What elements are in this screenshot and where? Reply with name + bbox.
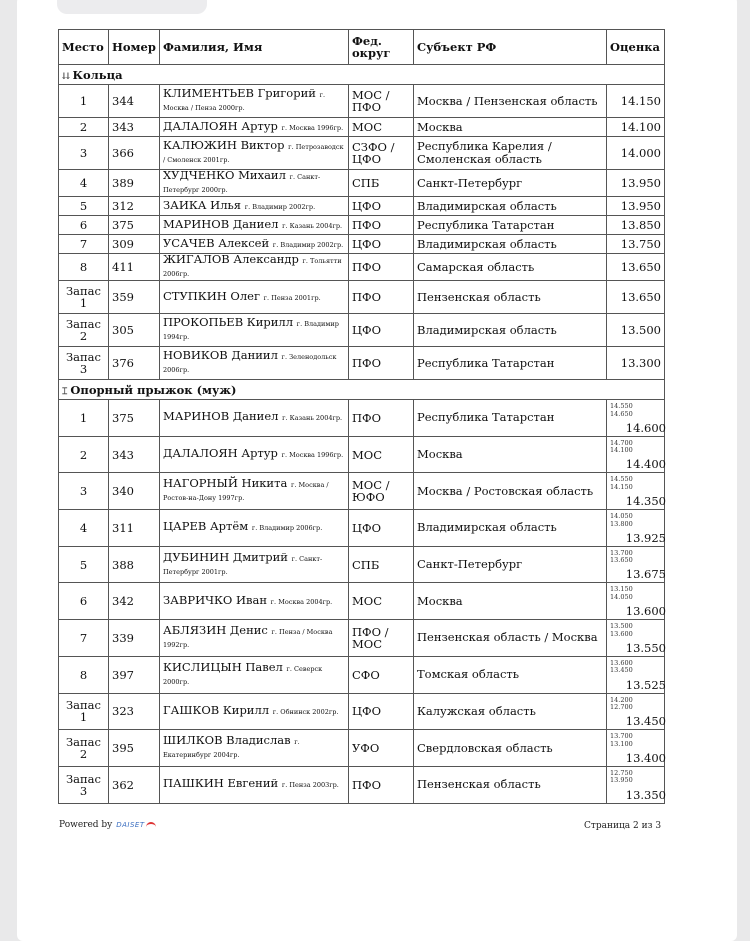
athlete-info: г. Пенза 2003гр. [281, 781, 339, 790]
athlete-name: КИСЛИЦЫН Павел [163, 659, 283, 674]
place-cell: Запас 3 [59, 766, 109, 803]
district-cell: ЦФО [349, 510, 414, 547]
subject-cell: Москва / Ростовская область [414, 473, 607, 510]
place-cell: 2 [59, 118, 109, 137]
place-cell: 8 [59, 254, 109, 281]
section-row [59, 380, 665, 400]
athlete-name: ДУБИНИН Дмитрий [163, 549, 288, 564]
score-cell [607, 730, 665, 767]
score-cell: 13.650 [607, 254, 665, 281]
subject-cell: Владимирская область [414, 314, 607, 347]
subject-cell: Республика Татарстан [414, 347, 607, 380]
attempt-1-score: 14.700 [610, 438, 633, 447]
table-row [59, 254, 665, 281]
tab-strip [57, 0, 207, 14]
district-cell: СПБ [349, 170, 414, 197]
attempt-scores [610, 660, 633, 675]
athlete-name: ЖИГАЛОВ Александр [163, 252, 299, 266]
number-cell: 312 [109, 197, 160, 216]
place-cell: 7 [59, 620, 109, 657]
attempt-1-score: 13.150 [610, 585, 633, 594]
place-cell: 8 [59, 656, 109, 693]
name-cell [160, 656, 349, 693]
attempt-1-score: 14.550 [610, 402, 633, 410]
athlete-name: ГАШКОВ Кирилл [163, 702, 270, 717]
place-cell: 1 [59, 85, 109, 118]
table-row [59, 436, 665, 473]
place-cell: Запас 2 [59, 730, 109, 767]
table-row [59, 693, 665, 730]
athlete-info: г. Тольятти 2006гр. [163, 257, 342, 278]
athlete-name: СТУПКИН Олег [163, 288, 260, 303]
athlete-name: УСАЧЕВ Алексей [163, 235, 270, 250]
number-cell: 375 [109, 216, 160, 235]
athlete-info: г. Пенза / Москва 1992гр. [163, 627, 333, 649]
athlete-name: КЛИМЕНТЬЕВ Григорий [163, 86, 316, 100]
table-row [59, 216, 665, 235]
attempt-scores [610, 550, 633, 565]
score-cell [607, 436, 665, 473]
section-title-text: Опорный прыжок (муж) [70, 382, 237, 397]
district-cell: МОС / ПФО [349, 85, 414, 118]
table-row [59, 314, 665, 347]
number-cell: 323 [109, 693, 160, 730]
number-cell: 366 [109, 137, 160, 170]
table-row [59, 583, 665, 620]
powered-by [59, 820, 156, 830]
name-cell [160, 693, 349, 730]
attempt-scores [610, 586, 633, 601]
attempt-2-score: 13.650 [610, 556, 633, 565]
athlete-name: КАЛЮЖИН Виктор [163, 138, 285, 152]
name-cell [160, 546, 349, 583]
name-cell [160, 118, 349, 137]
athlete-name: НОВИКОВ Даниил [163, 348, 278, 362]
score-cell [607, 583, 665, 620]
subject-cell: Томская область [414, 656, 607, 693]
athlete-info: г. Санкт-Петербург 2001гр. [163, 554, 323, 576]
attempt-2-score: 13.600 [610, 629, 633, 638]
place-cell: 3 [59, 137, 109, 170]
athlete-info: г. Обнинск 2002гр. [272, 707, 339, 716]
number-cell: 311 [109, 510, 160, 547]
athlete-info: г. Казань 2004гр. [282, 221, 343, 230]
vault-icon: ⌶ [62, 386, 68, 397]
athlete-info: г. Екатеринбург 2004гр. [163, 738, 300, 760]
final-score: 13.550 [625, 640, 666, 655]
number-cell: 376 [109, 347, 160, 380]
number-cell: 339 [109, 620, 160, 657]
attempt-2-score: 14.050 [610, 592, 633, 601]
athlete-name: ЦАРЕВ Артём [163, 519, 249, 534]
district-cell: ЦФО [349, 693, 414, 730]
athlete-name: ХУДЧЕНКО Михаил [163, 168, 286, 182]
district-cell: ЦФО [349, 235, 414, 254]
subject-cell: Калужская область [414, 693, 607, 730]
athlete-info: г. Казань 2004гр. [282, 414, 343, 423]
subject-cell: Владимирская область [414, 235, 607, 254]
place-cell: Запас 1 [59, 693, 109, 730]
attempt-scores [610, 440, 633, 455]
number-cell: 342 [109, 583, 160, 620]
athlete-name: ЗАИКА Илья [163, 197, 242, 212]
subject-cell: Москва [414, 118, 607, 137]
name-cell [160, 137, 349, 170]
district-cell: ЦФО [349, 197, 414, 216]
number-cell: 343 [109, 118, 160, 137]
athlete-info: г. Москва 1996гр. [281, 123, 344, 132]
page-number: Страница 2 из 3 [584, 821, 662, 831]
table-row [59, 137, 665, 170]
attempt-2-score: 13.100 [610, 739, 633, 748]
score-cell: 14.000 [607, 137, 665, 170]
number-cell: 395 [109, 730, 160, 767]
name-cell [160, 347, 349, 380]
district-cell: МОС / ЮФО [349, 473, 414, 510]
score-cell: 14.100 [607, 118, 665, 137]
district-cell: МОС [349, 583, 414, 620]
final-score: 14.350 [625, 494, 666, 509]
header-score: Оценка [607, 30, 665, 65]
table-row [59, 235, 665, 254]
district-cell: ПФО [349, 766, 414, 803]
name-cell [160, 314, 349, 347]
number-cell: 389 [109, 170, 160, 197]
score-cell: 13.850 [607, 216, 665, 235]
number-cell: 305 [109, 314, 160, 347]
athlete-name: АБЛЯЗИН Денис [163, 622, 268, 637]
athlete-info: г. Москва / Пенза 2000гр. [163, 91, 326, 112]
header-name: Фамилия, Имя [160, 30, 349, 65]
subject-cell: Республика Татарстан [414, 216, 607, 235]
table-row [59, 170, 665, 197]
place-cell: 7 [59, 235, 109, 254]
score-cell [607, 510, 665, 547]
final-score: 13.450 [625, 714, 666, 729]
attempt-scores [610, 733, 633, 748]
number-cell: 359 [109, 281, 160, 314]
district-cell: УФО [349, 730, 414, 767]
final-score: 13.925 [625, 530, 666, 545]
athlete-name: МАРИНОВ Даниел [163, 409, 279, 424]
number-cell: 375 [109, 400, 160, 437]
number-cell: 411 [109, 254, 160, 281]
number-cell: 340 [109, 473, 160, 510]
name-cell [160, 510, 349, 547]
table-row [59, 510, 665, 547]
place-cell: 4 [59, 510, 109, 547]
place-cell: 1 [59, 400, 109, 437]
score-cell [607, 473, 665, 510]
attempt-2-score: 13.950 [610, 776, 633, 785]
score-cell: 13.950 [607, 197, 665, 216]
athlete-info: г. Пенза 2001гр. [263, 293, 321, 302]
place-cell: Запас 3 [59, 347, 109, 380]
table-row [59, 118, 665, 137]
subject-cell: Свердловская область [414, 730, 607, 767]
attempt-scores [610, 697, 633, 712]
subject-cell: Санкт-Петербург [414, 546, 607, 583]
number-cell: 309 [109, 235, 160, 254]
table-row [59, 400, 665, 437]
name-cell [160, 400, 349, 437]
header-subject: Субъект РФ [414, 30, 607, 65]
place-cell: 2 [59, 436, 109, 473]
attempt-1-score: 14.050 [610, 512, 633, 521]
attempt-scores [610, 476, 633, 491]
district-cell: ПФО [349, 254, 414, 281]
attempt-1-score: 13.600 [610, 658, 633, 667]
score-cell: 13.750 [607, 235, 665, 254]
district-cell: ПФО [349, 216, 414, 235]
score-cell [607, 620, 665, 657]
attempt-1-score: 13.700 [610, 732, 633, 741]
athlete-name: МАРИНОВ Даниел [163, 216, 279, 231]
subject-cell: Самарская область [414, 254, 607, 281]
number-cell: 362 [109, 766, 160, 803]
name-cell [160, 436, 349, 473]
final-score: 13.525 [625, 677, 666, 692]
section-title [59, 65, 665, 85]
district-cell: МОС [349, 118, 414, 137]
table-row [59, 347, 665, 380]
section-title-text: Кольца [72, 67, 123, 82]
subject-cell: Москва [414, 583, 607, 620]
district-cell: ПФО [349, 347, 414, 380]
athlete-info: г. Москва 2004гр. [270, 597, 333, 606]
place-cell: Запас 2 [59, 314, 109, 347]
score-cell [607, 546, 665, 583]
athlete-name: ДАЛАЛОЯН Артур [163, 118, 278, 133]
place-cell: Запас 1 [59, 281, 109, 314]
district-cell: ПФО [349, 400, 414, 437]
table-row [59, 197, 665, 216]
attempt-1-score: 13.500 [610, 622, 633, 631]
subject-cell: Республика Карелия / Смоленская область [414, 137, 607, 170]
subject-cell: Москва / Пензенская область [414, 85, 607, 118]
attempt-1-score: 12.750 [610, 768, 633, 777]
subject-cell: Пензенская область / Москва [414, 620, 607, 657]
athlete-name: НАГОРНЫЙ Никита [163, 476, 288, 491]
athlete-info: г. Владимир 2002гр. [244, 202, 316, 211]
district-cell: ЦФО [349, 314, 414, 347]
attempt-1-score: 14.550 [610, 475, 633, 484]
table-row [59, 85, 665, 118]
attempt-scores [610, 513, 633, 528]
logo-swoosh-icon [146, 822, 156, 828]
powered-by-label: Powered by [59, 820, 113, 830]
athlete-info: г. Владимир 2006гр. [251, 524, 323, 533]
section-title [59, 380, 665, 400]
name-cell [160, 620, 349, 657]
name-cell [160, 473, 349, 510]
name-cell [160, 197, 349, 216]
score-cell: 13.300 [607, 347, 665, 380]
place-cell: 5 [59, 197, 109, 216]
athlete-info: г. Северск 2000гр. [163, 664, 323, 686]
subject-cell: Владимирская область [414, 510, 607, 547]
attempt-scores [610, 770, 633, 785]
final-score: 14.400 [625, 457, 666, 472]
final-score: 13.350 [625, 787, 666, 802]
rings-icon: ⇊ [62, 71, 70, 82]
score-cell [607, 656, 665, 693]
subject-cell: Пензенская область [414, 281, 607, 314]
section-row [59, 65, 665, 85]
athlete-name: ШИЛКОВ Владислав [163, 733, 291, 748]
name-cell [160, 254, 349, 281]
score-cell [607, 766, 665, 803]
header-row [59, 30, 665, 65]
daiset-logo: DAISET [116, 821, 145, 829]
athlete-name: ПРОКОПЬЕВ Кирилл [163, 315, 294, 329]
subject-cell: Москва [414, 436, 607, 473]
attempt-1-score: 14.200 [610, 695, 633, 704]
number-cell: 344 [109, 85, 160, 118]
table-row [59, 281, 665, 314]
score-cell: 13.650 [607, 281, 665, 314]
district-cell: СЗФО / ЦФО [349, 137, 414, 170]
name-cell [160, 766, 349, 803]
attempt-1-score: 13.700 [610, 548, 633, 557]
score-cell: 13.950 [607, 170, 665, 197]
subject-cell: Владимирская область [414, 197, 607, 216]
header-place: Место [59, 30, 109, 65]
attempt-2-score: 12.700 [610, 703, 633, 711]
place-cell: 6 [59, 216, 109, 235]
number-cell: 397 [109, 656, 160, 693]
name-cell [160, 85, 349, 118]
name-cell [160, 216, 349, 235]
district-cell: СФО [349, 656, 414, 693]
final-score: 13.675 [625, 567, 666, 582]
athlete-info: г. Москва 1996гр. [281, 451, 344, 460]
athlete-info: г. Владимир 2002гр. [272, 240, 344, 249]
attempt-2-score: 14.150 [610, 482, 633, 491]
subject-cell: Пензенская область [414, 766, 607, 803]
subject-cell: Республика Татарстан [414, 400, 607, 437]
score-cell: 13.500 [607, 314, 665, 347]
name-cell [160, 281, 349, 314]
final-score: 13.600 [625, 604, 666, 619]
athlete-info: г. Петрозаводск / Смоленск 2001гр. [163, 143, 344, 164]
place-cell: 3 [59, 473, 109, 510]
place-cell: 5 [59, 546, 109, 583]
attempt-scores [610, 623, 633, 638]
athlete-name: ПАШКИН Евгений [163, 776, 279, 791]
athlete-name: ДАЛАЛОЯН Артур [163, 446, 278, 461]
score-cell [607, 400, 665, 437]
attempt-scores [610, 403, 633, 418]
name-cell [160, 235, 349, 254]
table-row [59, 730, 665, 767]
score-cell: 14.150 [607, 85, 665, 118]
number-cell: 343 [109, 436, 160, 473]
attempt-2-score: 13.450 [610, 666, 633, 675]
number-cell: 388 [109, 546, 160, 583]
final-score: 14.600 [625, 420, 666, 435]
attempt-2-score: 13.800 [610, 519, 633, 528]
table-row [59, 473, 665, 510]
score-cell [607, 693, 665, 730]
district-cell: ПФО / МОС [349, 620, 414, 657]
place-cell: 6 [59, 583, 109, 620]
district-cell: СПБ [349, 546, 414, 583]
district-cell: МОС [349, 436, 414, 473]
district-cell: ПФО [349, 281, 414, 314]
table-row [59, 656, 665, 693]
header-district: Фед. округ [349, 30, 414, 65]
athlete-info: г. Владимир 1994гр. [163, 320, 339, 341]
athlete-info: г. Москва / Ростов-на-Дону 1997гр. [163, 481, 329, 503]
table-row [59, 766, 665, 803]
athlete-info: г. Зеленодольск 2006гр. [163, 353, 337, 374]
name-cell [160, 583, 349, 620]
attempt-2-score: 14.100 [610, 446, 633, 455]
results-table [58, 29, 665, 804]
name-cell [160, 170, 349, 197]
table-row [59, 546, 665, 583]
place-cell: 4 [59, 170, 109, 197]
table-row [59, 620, 665, 657]
athlete-name: ЗАВРИЧКО Иван [163, 592, 267, 607]
subject-cell: Санкт-Петербург [414, 170, 607, 197]
final-score: 13.400 [625, 750, 666, 765]
athlete-info: г. Санкт-Петербург 2000гр. [163, 173, 321, 194]
name-cell [160, 730, 349, 767]
attempt-2-score: 14.650 [610, 409, 633, 418]
header-number: Номер [109, 30, 160, 65]
